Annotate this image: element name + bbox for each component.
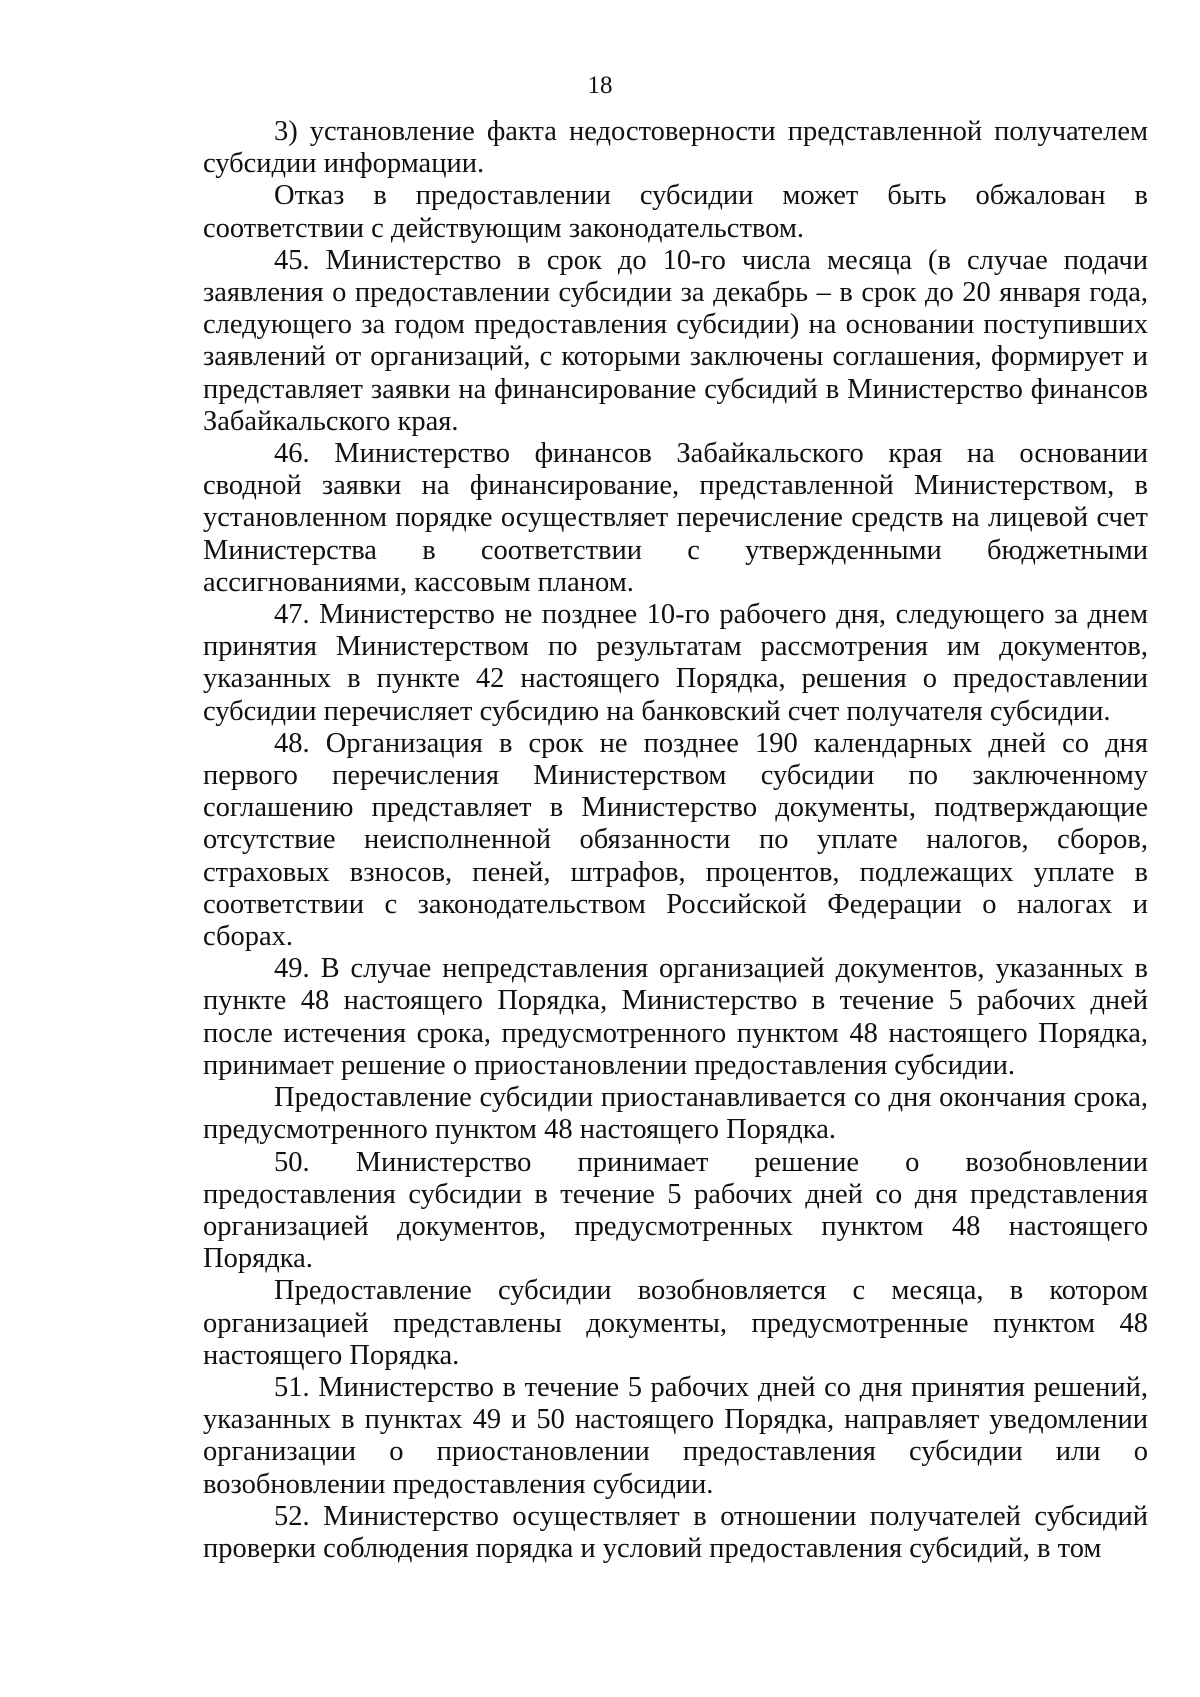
paragraph-46: 46. Министерство финансов Забайкальского края на основании сводной заявки на финансирование, представленной Министерством, в установленном порядке осуществляет перечисление средств на лицевой счет Министерства в соответствии с утвержденными бюджетными ассигнованиями, кассовым планом. [203, 438, 1148, 598]
paragraph-51: 51. Министерство в течение 5 рабочих дней со дня принятия решений, указанных в пунктах 49 и 50 настоящего Порядка, направляет уведомлении организации о приостановлении предоставления субсидии или о возобновлении предоставления субсидии. [203, 1371, 1148, 1500]
paragraph-45: 45. Министерство в срок до 10-го числа месяца (в случае подачи заявления о предоставлении субсидии за декабрь – в срок до 20 января года, следующего за годом предоставления субсидии) на основании поступивших заявлений от организаций, с которыми заключены соглашения, формирует и представляет заявки на финансирование субсидий в Министерство финансов Забайкальского края. [203, 244, 1148, 437]
paragraph-47: 47. Министерство не позднее 10-го рабочего дня, следующего за днем принятия Министерством по результатам рассмотрения им документов, указанных в пункте 42 настоящего Порядка, решения о предоставлении субсидии перечисляет субсидию на банковский счет получателя субсидии. [203, 599, 1148, 727]
paragraph-49: 49. В случае непредставления организацией документов, указанных в пункте 48 настоящего Порядка, Министерство в течение 5 рабочих дней после истечения срока, предусмотренного пунктом 48 настоящего Порядка, принимает решение о приостановлении предоставления субсидии. [203, 953, 1148, 1081]
paragraph-48: 48. Организация в срок не позднее 190 календарных дней со дня первого перечисления Министерством субсидии по заключенному соглашению представляет в Министерство документы, подтверждающие отсутствие неисполненной обязанности по уплате налогов, сборов, страховых взносов, пеней, штрафов, процентов, подлежащих уплате в соответствии с законодательством Российской Федерации о налогах и сборах. [203, 727, 1148, 953]
paragraph-item-3: 3) установление факта недостоверности представленной получателем субсидии информации. [203, 116, 1148, 180]
paragraph-50: 50. Министерство принимает решение о возобновлении предоставления субсидии в течение 5 рабочих дней со дня представления организацией документов, предусмотренных пунктом 48 настоящего Порядка. [203, 1146, 1148, 1275]
document-body [203, 116, 1148, 1565]
page-number: 18 [587, 72, 613, 99]
paragraph-52: 52. Министерство осуществляет в отношении получателей субсидий проверки соблюдения порядка и условий предоставления субсидий, в том [203, 1500, 1148, 1564]
paragraph-suspension: Предоставление субсидии приостанавливается со дня окончания срока, предусмотренного пунктом 48 настоящего Порядка. [203, 1082, 1148, 1146]
paragraph-refusal-appeal: Отказ в предоставлении субсидии может быть обжалован в соответствии с действующим законодательством. [203, 180, 1148, 244]
paragraph-resumption: Предоставление субсидии возобновляется с месяца, в котором организацией представлены документы, предусмотренные пунктом 48 настоящего Порядка. [203, 1275, 1148, 1371]
